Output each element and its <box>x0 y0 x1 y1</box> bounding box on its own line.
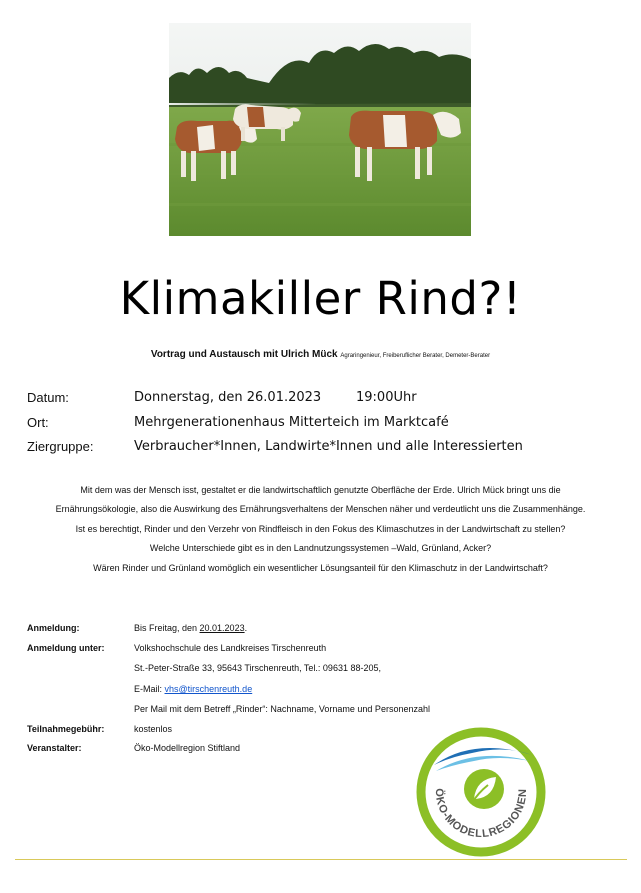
registration-deadline-prefix: Bis Freitag, den <box>134 623 200 633</box>
description-line: Wären Rinder und Grünland womöglich ein wesentlicher Lösungsanteil für den Klimaschutz in der Landwirtschaft? <box>93 563 548 573</box>
registration-label: Anmeldung: <box>27 623 80 633</box>
description-line: Mit dem was der Mensch isst, gestaltet er die landwirtschaftlich genutzte Oberfläche der Erde. Ulrich Mück bringt uns die <box>80 485 561 495</box>
subtitle-speaker-roles: Agraringenieur, Freiberuflicher Berater, Demeter-Berater <box>340 353 491 359</box>
subtitle <box>0 349 641 360</box>
page-title: Klimakiller Rind?! <box>119 272 522 325</box>
description-line: Ist es berechtigt, Rinder und den Verzehr von Rindfleisch in den Fokus des Klimaschutzes in der Landwirtschaft zu stellen? <box>75 524 566 534</box>
cows-photo <box>169 23 471 236</box>
organization-name: Volkshochschule des Landkreises Tirschenreuth <box>134 643 327 653</box>
oeko-modellregionen-logo-graphic <box>414 725 548 859</box>
target-group-value: Verbraucher*Innen, Landwirte*Innen und alle Interessierten <box>134 439 523 454</box>
registration-deadline-suffix: . <box>244 623 248 633</box>
description-line: Ernährungsökologie, also die Auswirkung des Ernährungsverhaltens der Menschen näher und verdeutlicht uns die Zusammenhänge. <box>55 504 586 514</box>
mail-subject-note: Per Mail mit dem Betreff „Rinder“: Nachname, Vorname und Personenzahl <box>134 704 430 714</box>
cows-on-pasture-image <box>169 23 471 236</box>
date-label: Datum: <box>27 390 69 405</box>
registration-contact-label: Anmeldung unter: <box>27 643 105 653</box>
email-prefix: E-Mail: <box>134 684 165 694</box>
host-value: Öko-Modellregion Stiftland <box>134 743 241 753</box>
description-line: Welche Unterschiede gibt es in den Landnutzungssystemen –Wald, Grünland, Acker? <box>149 543 492 553</box>
logo-text: ÖKO-MODELLREGIONEN <box>432 788 530 841</box>
email-link[interactable]: vhs@tirschenreuth.de <box>164 684 253 694</box>
time-value: 19:00Uhr <box>356 390 417 405</box>
place-label: Ort: <box>27 415 49 430</box>
target-group-label: Ziergruppe: <box>27 439 94 454</box>
place-value: Mehrgenerationenhaus Mitterteich im Marktcafé <box>134 415 449 430</box>
host-label: Veranstalter: <box>27 743 82 753</box>
date-value: Donnerstag, den 26.01.2023 <box>134 390 322 405</box>
fee-value: kostenlos <box>134 724 173 734</box>
fee-label: Teilnahmegebühr: <box>27 724 105 734</box>
registration-deadline <box>134 623 247 633</box>
registration-deadline-date: 20.01.2023 <box>199 623 245 633</box>
organization-address: St.-Peter-Straße 33, 95643 Tirschenreuth, Tel.: 09631 88-205, <box>134 663 381 673</box>
oeko-modellregionen-logo <box>414 725 548 859</box>
footer-divider <box>15 859 627 860</box>
email-line <box>134 684 252 694</box>
subtitle-main: Vortrag und Austausch mit Ulrich Mück <box>150 349 338 360</box>
